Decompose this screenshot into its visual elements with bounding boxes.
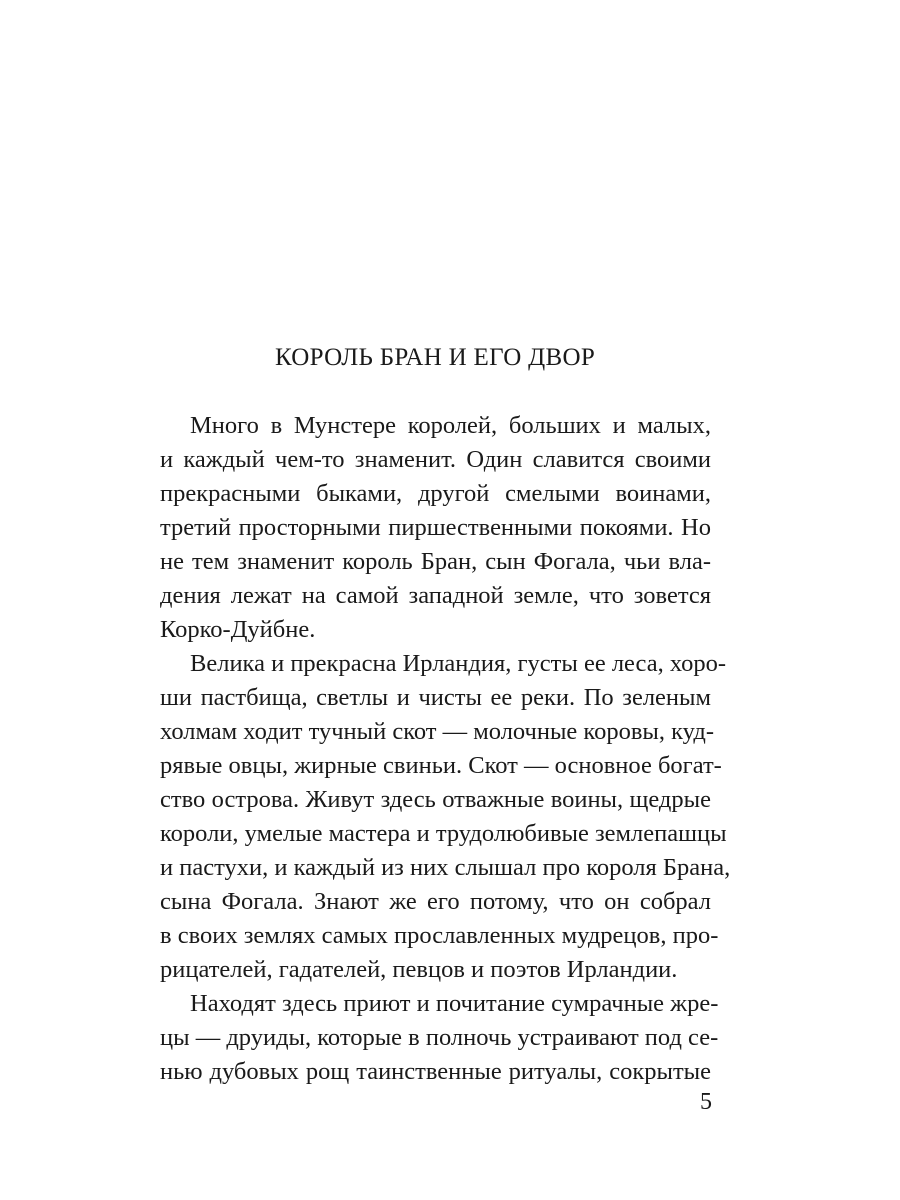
text-line: третий просторными пиршественными покоями. Но: [160, 514, 711, 541]
text-line: Корко-Дуйбне.: [160, 616, 316, 643]
chapter-title: КОРОЛЬ БРАН И ЕГО ДВОР: [274, 344, 596, 371]
body-text: [160, 409, 731, 1089]
text-line: Много в Мунстере королей, больших и малых,: [190, 412, 711, 439]
text-line: и пастухи, и каждый из них слышал про короля Брана,: [160, 854, 731, 881]
text-line: прекрасными быками, другой смелыми воинами,: [160, 480, 711, 507]
text-line: нью дубовых рощ таинственные ритуалы, сокрытые: [160, 1058, 711, 1085]
text-line: и каждый чем-то знаменит. Один славится своими: [160, 446, 711, 473]
text-line: ство острова. Живут здесь отважные воины, щедрые: [160, 786, 711, 813]
text-line: Находят здесь приют и почитание сумрачные жре-: [190, 990, 719, 1017]
text-line: дения лежат на самой западной земле, что зовется: [160, 582, 711, 609]
text-line: рицателей, гадателей, певцов и поэтов Ирландии.: [160, 956, 678, 983]
text-line: в своих землях самых прославленных мудрецов, про-: [160, 922, 719, 949]
page-number: 5: [700, 1089, 712, 1115]
text-line: цы — друиды, которые в полночь устраивают под се-: [160, 1024, 719, 1051]
text-line: ши пастбища, светлы и чисты ее реки. По зеленым: [160, 684, 711, 711]
text-line: короли, умелые мастера и трудолюбивые землепашцы: [160, 820, 727, 847]
text-line: не тем знаменит король Бран, сын Фогала, чьи вла-: [160, 548, 711, 575]
text-line: рявые овцы, жирные свиньи. Скот — основное богат-: [160, 752, 722, 779]
text-line: сына Фогала. Знают же его потому, что он собрал: [160, 888, 711, 915]
text-line: холмам ходит тучный скот — молочные коровы, куд-: [160, 718, 715, 745]
text-line: Велика и прекрасна Ирландия, густы ее леса, хоро-: [190, 650, 727, 677]
